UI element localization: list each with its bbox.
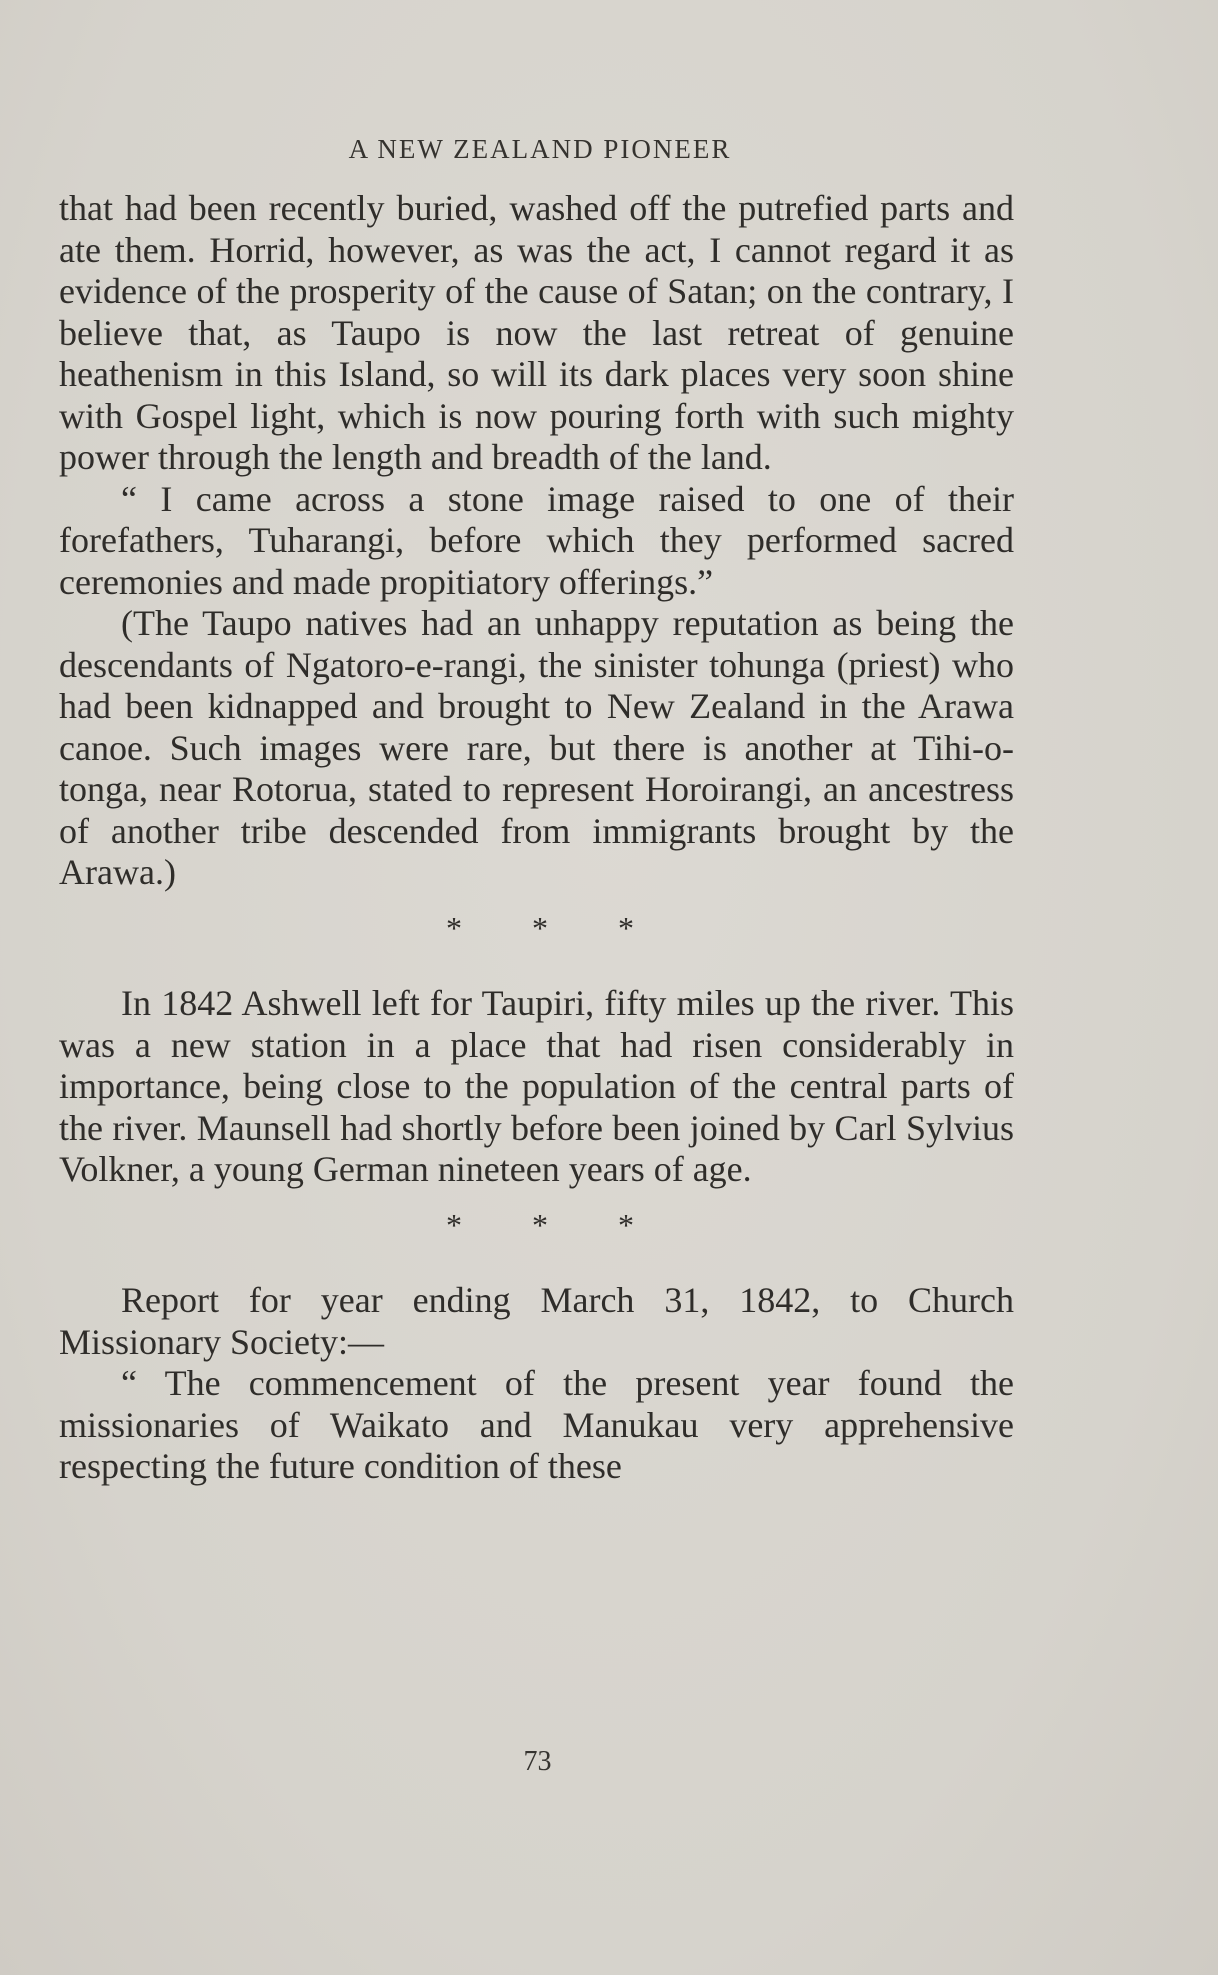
separator-star: * [446,1206,462,1243]
paragraph-taupo-natives: (The Taupo natives had an unhappy reputation as being the descendants of Ngatoro-e-rangi, the sinister tohunga (priest) who had been kidnapped and brought to New Zealand in the Arawa canoe. Such images were rare, but there is another at Tihi-o-tonga, near Rotorua, stated to represent Horoirangi, an ancestress of another tribe descended from immigrants brought by the Arawa.) [59,603,1014,892]
paragraph-report-heading: Report for year ending March 31, 1842, to Church Missionary Society:— [59,1280,1014,1362]
running-head: A NEW ZEALAND PIONEER [348,134,732,164]
page-number: 73 [523,1746,552,1777]
separator-star: * [446,909,462,946]
body-text [59,188,1014,1488]
paragraph-stone-image: “ I came across a stone image raised to one of their forefathers, Tuharangi, before which they performed sacred ceremonies and made propitiatory offerings.” [59,478,1014,602]
separator-star: * [618,909,634,946]
separator-star: * [618,1206,634,1243]
separator-star: * [532,909,548,946]
paragraph-report-quote: “ The commencement of the present year found the missionaries of Waikato and Manukau very apprehensive respecting the future condition of these [59,1363,1014,1486]
paragraph-burial: that had been recently buried, washed off the putrefied parts and ate them. Horrid, however, as was the act, I cannot regard it as evidence of the prosperity of the cause of Satan; on the contrary, I believe that, as Taupo is now the last retreat of genuine heathenism in this Island, so will its dark places very soon shine with Gospel light, which is now pouring forth with such mighty power through the length and breadth of the land. [59,188,1014,477]
section-separator [0,1205,1080,1247]
section-separator [0,908,1080,950]
separator-star: * [532,1206,548,1243]
paragraph-ashwell-taupiri: In 1842 Ashwell left for Taupiri, fifty miles up the river. This was a new station in a place that had risen considerably in importance, being close to the population of the central parts of the river. Maunsell had shortly before been joined by Carl Sylvius Volkner, a young German nineteen years of age. [59,983,1014,1189]
